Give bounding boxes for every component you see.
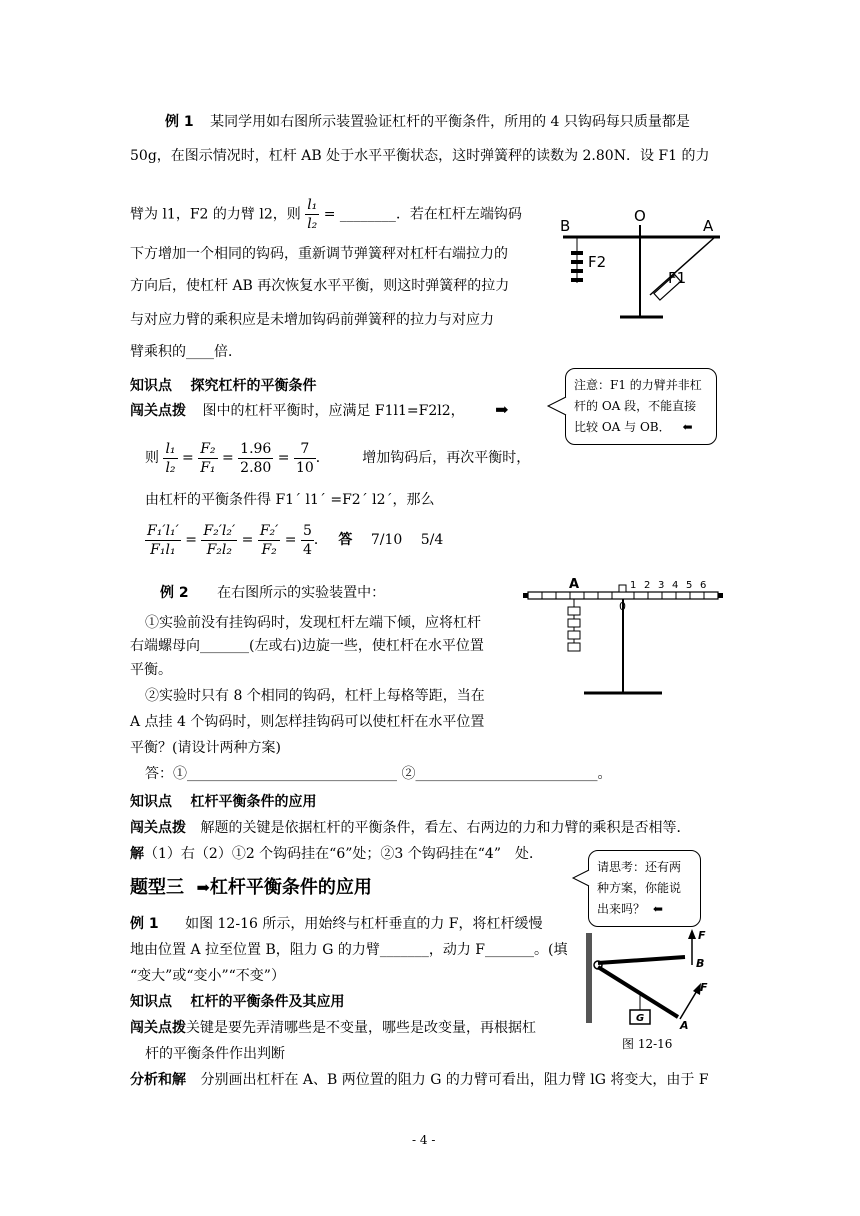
fig2-tick-6: 6 <box>700 580 707 591</box>
fig1-label-A: A <box>703 217 714 235</box>
tip2-label: 闯关点拨 <box>130 820 186 836</box>
arrow-left-icon: ⬅ <box>682 420 693 434</box>
fig3-label-F-top: F <box>698 929 706 942</box>
eq3-line: $\frac{\text{F₁′l₁′}}{\text{F₁l₁}}$ = $\frac{\text{F₂′l₂′}}{\text{F₂l₂}}$ = $\frac{\text{F₂′}}{\text{F₂}}$ = $\frac{5}{4}$ ． 答 7/10 5/4 <box>147 522 444 558</box>
eq3-answer-label: 答 <box>338 532 353 548</box>
tip1-text: 图中的杠杆平衡时，应满足 F1l1=F2l2， <box>202 403 465 419</box>
ex1-line6: 与对应力臂的乘积应是未增加钩码前弹簧秤的拉力与对应力 <box>130 312 494 328</box>
note-callout-2 <box>588 850 701 927</box>
ex2-line3: 右端螺母向_______(左或右)边旋一些，使杠杆在水平位置 <box>130 638 484 654</box>
fig2-label-A: A <box>569 577 580 592</box>
ratio-fraction: $\frac{\text{l₁}}{\text{l₂}}$ <box>307 197 318 232</box>
ex1-text1: 某同学用如右图所示装置验证杠杆的平衡条件，所用的 4 只钩码每只质量都是 <box>210 114 690 130</box>
ex1-line7: 臂乘积的____倍． <box>130 344 242 360</box>
eq1-fraction-result: $\frac{7}{10}$ <box>295 440 314 476</box>
fig1-label-F2: F2 <box>588 253 607 271</box>
tip3-text: 关键是要先弄清哪些是不变量，哪些是改变量，再根据杠 <box>186 1020 536 1036</box>
graduated-lever-figure <box>522 575 727 700</box>
eq1-line: 则 $\frac{\text{l₁}}{\text{l₂}}$ = $\frac{\text{F₂}}{\text{F₁}}$ = $\frac{1.96}{2.80}$ = $\frac{7}{10}$ ． 增加钩码后，再次平衡时， <box>145 440 531 476</box>
ex1-text3b: ．若在杠杆左端钩码 <box>395 206 522 223</box>
tip2-text: 解题的关键是依据杠杆的平衡条件，看左、右两边的力和力臂的乘积是否相等． <box>200 820 691 836</box>
arrow-left-icon: ⬅ <box>652 902 663 916</box>
note2-pointer <box>570 868 592 888</box>
ex1-text3a: 臂为 l1，F2 的力臂 l2，则 <box>130 206 301 223</box>
ex2-answer-line: 答：①______________________________ ②__________________________。 <box>145 766 612 782</box>
lever-spring-figure <box>555 205 730 325</box>
eq2-line: 由杠杆的平衡条件得 F1´ l1´ =F2´ l2´，那么 <box>145 492 435 508</box>
page-number: - 4 - <box>412 1133 436 1147</box>
eq1-after: 增加钩码后，再次平衡时， <box>362 450 531 466</box>
tip1-label: 闯关点拨 <box>130 403 186 419</box>
tip2-line <box>130 818 690 838</box>
tip3-line <box>130 1018 536 1038</box>
kp1-line <box>130 376 316 396</box>
sol2-label: 解 <box>130 846 144 862</box>
eq3-answer: 7/10 5/4 <box>370 532 444 548</box>
kp2-label: 知识点 <box>130 794 172 810</box>
kp2-text: 杠杆平衡条件的应用 <box>190 794 317 810</box>
fig3-label-B: B <box>696 957 705 970</box>
ex2-line2: ①实验前没有挂钩码时，发现杠杆左端下倾，应将杠杆 <box>145 615 481 631</box>
sol2-text: （1）右（2）①2 个钩码挂在“6”处；②3 个钩码挂在“4” 处． <box>144 846 543 862</box>
ex2-text1: 在右图所示的实验装置中： <box>217 585 386 601</box>
ex2-line6: A 点挂 4 个钩码时，则怎样挂钩码可以使杠杆在水平位置 <box>130 714 485 730</box>
fig2-tick-4: 4 <box>672 580 679 591</box>
ana3-line <box>130 1070 709 1090</box>
ex1-line1 <box>165 112 690 132</box>
fig3-label-G: G <box>636 1013 645 1024</box>
eq3-fraction-result: $\frac{5}{4}$ <box>303 522 312 558</box>
ex3-line3: “变大”或“变小”“不变”） <box>130 968 285 984</box>
kp1-label: 知识点 <box>130 378 172 394</box>
ex3-line2: 地由位置 A 拉至位置 B，阻力 G 的力臂_______，动力 F_______。(填 <box>130 942 568 958</box>
eq1-fraction-values: $\frac{1.96}{2.80}$ <box>240 440 272 476</box>
arrow-right-icon: ➡ <box>495 400 509 419</box>
fig2-tick-3: 3 <box>658 580 665 591</box>
kp3-text: 杠杆的平衡条件及其应用 <box>190 994 345 1010</box>
tip1-line <box>130 400 509 421</box>
fig3-label-A: A <box>680 1019 689 1030</box>
eq1-ze: 则 <box>145 450 159 466</box>
kp3-line <box>130 992 344 1012</box>
kp2-line <box>130 792 316 812</box>
ex2-label: 例 2 <box>160 585 189 601</box>
ex3-label: 例 1 <box>130 916 159 932</box>
ex2-line1 <box>160 583 385 603</box>
fig2-tick-5: 5 <box>686 580 693 591</box>
figure-caption: 图 12-16 <box>622 1037 673 1051</box>
sol2-line <box>130 844 543 864</box>
fig2-label-O: 0 <box>619 600 626 613</box>
ana3-label: 分析和解 <box>130 1072 186 1088</box>
tip3-label: 闯关点拨 <box>130 1020 186 1036</box>
note2-text: 请思考：还有两种方案，你能说出来吗？ <box>597 860 682 916</box>
section3-heading <box>130 876 372 901</box>
arrow-right-icon: ➡ <box>196 878 210 897</box>
fig2-tick-1: 1 <box>630 580 637 591</box>
kp1-text: 探究杠杆的平衡条件 <box>190 378 317 394</box>
ex1-line5: 方向后，使杠杆 AB 再次恢复水平平衡，则这时弹簧秤的拉力 <box>130 278 510 294</box>
fig1-label-F1: F1 <box>668 269 687 287</box>
ex2-line4: 平衡。 <box>130 662 172 678</box>
ex1-line3: 臂为 l1，F2 的力臂 l2，则 $\frac{\text{l₁}}{\text{l₂}}$ = ________．若在杠杆左端钩码 <box>130 197 522 232</box>
ex3-line1 <box>130 914 543 934</box>
fig1-label-O: O <box>634 207 646 225</box>
ex1-line4: 下方增加一个相同的钩码，重新调节弹簧秤对杠杆右端拉力的 <box>130 246 508 262</box>
lever-figure-12-16 <box>580 925 710 1030</box>
section3-text: 杠杆平衡条件的应用 <box>209 877 372 898</box>
ana3-text: 分别画出杠杆在 A、B 两位置的阻力 G 的力臂可看出，阻力臂 lG 将变大，由于 F <box>200 1072 709 1088</box>
fig3-label-F-bottom: F <box>700 981 708 994</box>
tip3-line2: 杆的平衡条件作出判断 <box>145 1046 285 1062</box>
ex2-line7: 平衡？(请设计两种方案) <box>130 740 281 756</box>
note-callout-1 <box>565 368 717 445</box>
kp3-label: 知识点 <box>130 994 172 1010</box>
ex1-line2: 50g，在图示情况时，杠杆 AB 处于水平平衡状态，这时弹簧秤的读数为 2.80N．设 F1 的力 <box>130 148 710 164</box>
ex2-line5: ②实验时只有 8 个相同的钩码，杠杆上每格等距，当在 <box>145 688 485 704</box>
note1-text: 注意：F1 的力臂并非杠杆的 OA 段，不能直接比较 OA 与 OB． <box>574 378 702 434</box>
ex3-text1: 如图 12-16 所示，用始终与杠杆垂直的力 F，将杠杆缓慢 <box>185 916 543 932</box>
fig2-tick-2: 2 <box>644 580 651 591</box>
fig1-label-B: B <box>560 217 571 235</box>
section3-label: 题型三 <box>130 877 184 898</box>
note1-pointer <box>545 395 570 417</box>
ex1-label: 例 1 <box>165 114 194 130</box>
